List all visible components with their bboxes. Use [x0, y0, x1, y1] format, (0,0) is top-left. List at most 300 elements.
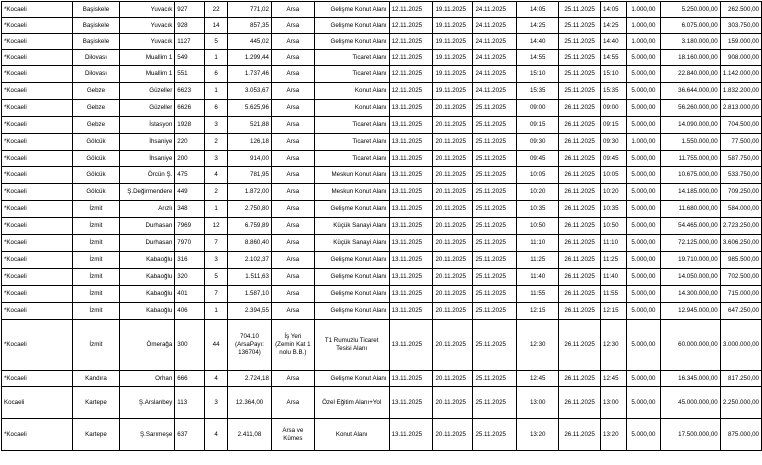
cell-area: 1.299,44 — [228, 50, 272, 66]
cell-announcement-date: 13.11.2025 — [389, 201, 433, 218]
cell-auction-time: 14:40 — [601, 34, 627, 50]
cell-property-type: Arsa — [271, 117, 314, 134]
cell-auction-time: 14:05 — [601, 2, 627, 18]
cell-zoning: Gelişme Konut Alanı — [314, 2, 389, 18]
cell-application-time: 10:20 — [517, 184, 559, 201]
table-row — [2, 387, 762, 419]
cell-application-end: 25.11.2025 — [473, 320, 517, 371]
table-row — [2, 34, 762, 50]
cell-announcement-date: 13.11.2025 — [389, 235, 433, 252]
cell-province: *Kocaeli — [2, 151, 73, 167]
cell-auction-date: 25.11.2025 — [559, 83, 601, 100]
cell-province: *Kocaeli — [2, 2, 73, 18]
cell-neighborhood: Kabaoğlu — [120, 252, 175, 269]
cell-estimated-value: 12.945.000,00 — [660, 303, 720, 320]
cell-neighborhood: Kabaoğlu — [120, 303, 175, 320]
property-auction-table — [1, 1, 762, 451]
cell-auction-date: 26.11.2025 — [559, 419, 601, 451]
cell-application-start: 20.11.2025 — [433, 151, 473, 167]
cell-fee: 5.000,00 — [626, 320, 660, 371]
cell-application-end: 25.11.2025 — [473, 151, 517, 167]
cell-area: 521,88 — [228, 117, 272, 134]
cell-application-time: 11:10 — [517, 235, 559, 252]
cell-application-time: 13:20 — [517, 419, 559, 451]
cell-announcement-date: 12.11.2025 — [389, 34, 433, 50]
cell-zoning: Gelişme Konut Alanı — [314, 269, 389, 286]
cell-deposit: 3.606.250,00 — [720, 235, 761, 252]
cell-area: 857,35 — [228, 18, 272, 34]
cell-auction-date: 25.11.2025 — [559, 18, 601, 34]
cell-auction-time: 15:35 — [601, 83, 627, 100]
cell-deposit: 2.813.000,00 — [720, 100, 761, 117]
cell-application-start: 20.11.2025 — [433, 235, 473, 252]
cell-application-start: 20.11.2025 — [433, 167, 473, 184]
table-row — [2, 50, 762, 66]
cell-fee: 5.000,00 — [626, 151, 660, 167]
table-row — [2, 134, 762, 151]
cell-neighborhood: Kabaoğlu — [120, 269, 175, 286]
cell-neighborhood: Orhan — [120, 371, 175, 387]
cell-area: 2.750,80 — [228, 201, 272, 218]
cell-province: *Kocaeli — [2, 286, 73, 303]
cell-deposit: 715.000,00 — [720, 286, 761, 303]
cell-auction-time: 10:35 — [601, 201, 627, 218]
cell-neighborhood: Muallim 1 — [120, 66, 175, 83]
cell-announcement-date: 13.11.2025 — [389, 320, 433, 371]
cell-block-no: 6623 — [175, 83, 205, 100]
cell-announcement-date: 13.11.2025 — [389, 184, 433, 201]
cell-area: 704.10 (ArsaPayı: 136704) — [228, 320, 272, 371]
cell-fee: 5.000,00 — [626, 201, 660, 218]
cell-auction-date: 25.11.2025 — [559, 34, 601, 50]
cell-province: *Kocaeli — [2, 117, 73, 134]
cell-announcement-date: 13.11.2025 — [389, 100, 433, 117]
cell-area: 914,00 — [228, 151, 272, 167]
cell-province: *Kocaeli — [2, 167, 73, 184]
cell-parcel-no: 1 — [205, 303, 228, 320]
cell-area: 1.511,63 — [228, 269, 272, 286]
cell-zoning: Ticaret Alanı — [314, 151, 389, 167]
cell-estimated-value: 14.300.000,00 — [660, 286, 720, 303]
cell-district: Gölcük — [72, 151, 120, 167]
cell-auction-time: 11:10 — [601, 235, 627, 252]
cell-deposit: 1.142.000,00 — [720, 66, 761, 83]
cell-district: Kartepe — [72, 419, 120, 451]
cell-announcement-date: 13.11.2025 — [389, 387, 433, 419]
table-row — [2, 201, 762, 218]
cell-deposit: 2.723.250,00 — [720, 218, 761, 235]
cell-deposit: 709.250,00 — [720, 184, 761, 201]
cell-district: Başiskele — [72, 18, 120, 34]
cell-application-time: 12:30 — [517, 320, 559, 371]
cell-block-no: 7969 — [175, 218, 205, 235]
cell-fee: 5.000,00 — [626, 83, 660, 100]
cell-application-start: 19.11.2025 — [433, 50, 473, 66]
cell-fee: 5.000,00 — [626, 218, 660, 235]
cell-estimated-value: 11.680.000,00 — [660, 201, 720, 218]
cell-application-start: 20.11.2025 — [433, 201, 473, 218]
cell-announcement-date: 13.11.2025 — [389, 303, 433, 320]
cell-deposit: 587.750,00 — [720, 151, 761, 167]
cell-estimated-value: 5.250.000,00 — [660, 2, 720, 18]
cell-application-end: 25.11.2025 — [473, 371, 517, 387]
cell-estimated-value: 16.345.000,00 — [660, 371, 720, 387]
cell-area: 445,02 — [228, 34, 272, 50]
cell-announcement-date: 12.11.2025 — [389, 83, 433, 100]
cell-province: *Kocaeli — [2, 252, 73, 269]
cell-neighborhood: Durhasan — [120, 235, 175, 252]
cell-district: Başiskele — [72, 34, 120, 50]
cell-fee: 5.000,00 — [626, 100, 660, 117]
cell-zoning: Ticaret Alanı — [314, 66, 389, 83]
cell-parcel-no: 1 — [205, 83, 228, 100]
cell-parcel-no: 3 — [205, 117, 228, 134]
cell-auction-date: 25.11.2025 — [559, 50, 601, 66]
cell-area: 1.737,46 — [228, 66, 272, 83]
cell-auction-date: 26.11.2025 — [559, 134, 601, 151]
cell-neighborhood: İstasyon — [120, 117, 175, 134]
cell-estimated-value: 17.500.000,00 — [660, 419, 720, 451]
cell-parcel-no: 44 — [205, 320, 228, 371]
cell-auction-date: 26.11.2025 — [559, 286, 601, 303]
cell-deposit: 908.000,00 — [720, 50, 761, 66]
cell-neighborhood: Muallim 1 — [120, 50, 175, 66]
cell-fee: 5.000,00 — [626, 252, 660, 269]
cell-announcement-date: 12.11.2025 — [389, 66, 433, 83]
table-row — [2, 117, 762, 134]
cell-property-type: Arsa — [271, 66, 314, 83]
cell-application-start: 20.11.2025 — [433, 117, 473, 134]
cell-application-time: 14:25 — [517, 18, 559, 34]
cell-auction-time: 14:25 — [601, 18, 627, 34]
cell-auction-time: 13:00 — [601, 387, 627, 419]
cell-block-no: 7970 — [175, 235, 205, 252]
cell-application-time: 11:25 — [517, 252, 559, 269]
cell-estimated-value: 22.840.000,00 — [660, 66, 720, 83]
cell-application-start: 19.11.2025 — [433, 34, 473, 50]
cell-fee: 5.000,00 — [626, 303, 660, 320]
cell-estimated-value: 56.260.000,00 — [660, 100, 720, 117]
cell-estimated-value: 54.465.000,00 — [660, 218, 720, 235]
cell-fee: 1.000,00 — [626, 2, 660, 18]
cell-auction-date: 26.11.2025 — [559, 218, 601, 235]
cell-neighborhood: Yuvacık — [120, 18, 175, 34]
cell-block-no: 348 — [175, 201, 205, 218]
cell-district: Gebze — [72, 117, 120, 134]
cell-auction-date: 26.11.2025 — [559, 201, 601, 218]
cell-auction-time: 13:20 — [601, 419, 627, 451]
table-row — [2, 2, 762, 18]
cell-province: *Kocaeli — [2, 18, 73, 34]
cell-block-no: 316 — [175, 252, 205, 269]
cell-neighborhood: Ş.Değirmendere — [120, 184, 175, 201]
cell-neighborhood: Ş.Arslanbey — [120, 387, 175, 419]
cell-parcel-no: 1 — [205, 201, 228, 218]
cell-deposit: 77.500,00 — [720, 134, 761, 151]
cell-auction-time: 10:50 — [601, 218, 627, 235]
cell-deposit: 647.250,00 — [720, 303, 761, 320]
cell-auction-date: 26.11.2025 — [559, 320, 601, 371]
cell-area: 1.872,00 — [228, 184, 272, 201]
cell-property-type: Arsa — [271, 2, 314, 18]
cell-estimated-value: 1.550.000,00 — [660, 134, 720, 151]
cell-property-type: Arsa — [271, 303, 314, 320]
cell-province: *Kocaeli — [2, 134, 73, 151]
cell-property-type: Arsa ve Kümes — [271, 419, 314, 451]
cell-fee: 1.000,00 — [626, 34, 660, 50]
cell-announcement-date: 13.11.2025 — [389, 419, 433, 451]
cell-district: Gebze — [72, 83, 120, 100]
cell-area: 3.053,67 — [228, 83, 272, 100]
cell-estimated-value: 6.075.000,00 — [660, 18, 720, 34]
cell-fee: 5.000,00 — [626, 184, 660, 201]
cell-parcel-no: 4 — [205, 371, 228, 387]
cell-application-start: 20.11.2025 — [433, 134, 473, 151]
cell-application-start: 19.11.2025 — [433, 66, 473, 83]
cell-zoning: Ticaret Alanı — [314, 117, 389, 134]
cell-zoning: Konut Alanı — [314, 83, 389, 100]
cell-neighborhood: İhsaniye — [120, 134, 175, 151]
cell-application-time: 11:40 — [517, 269, 559, 286]
cell-province: *Kocaeli — [2, 269, 73, 286]
cell-province: *Kocaeli — [2, 50, 73, 66]
cell-fee: 5.000,00 — [626, 387, 660, 419]
cell-application-time: 10:35 — [517, 201, 559, 218]
cell-neighborhood: Durhasan — [120, 218, 175, 235]
cell-application-end: 24.11.2025 — [473, 50, 517, 66]
cell-property-type: Arsa — [271, 252, 314, 269]
cell-application-time: 14:55 — [517, 50, 559, 66]
table-row — [2, 167, 762, 184]
cell-parcel-no: 22 — [205, 2, 228, 18]
cell-area: 8.860,40 — [228, 235, 272, 252]
cell-block-no: 637 — [175, 419, 205, 451]
cell-announcement-date: 13.11.2025 — [389, 117, 433, 134]
cell-application-end: 25.11.2025 — [473, 303, 517, 320]
cell-estimated-value: 10.675.000,00 — [660, 167, 720, 184]
cell-application-end: 25.11.2025 — [473, 134, 517, 151]
cell-fee: 5.000,00 — [626, 235, 660, 252]
cell-parcel-no: 2 — [205, 184, 228, 201]
cell-zoning: Gelişme Konut Alanı — [314, 18, 389, 34]
cell-area: 771,02 — [228, 2, 272, 18]
cell-neighborhood: Yuvacık — [120, 34, 175, 50]
cell-auction-time: 12:30 — [601, 320, 627, 371]
cell-application-time: 10:50 — [517, 218, 559, 235]
cell-area: 5.625,96 — [228, 100, 272, 117]
cell-property-type: Arsa — [271, 34, 314, 50]
cell-neighborhood: Arızlı — [120, 201, 175, 218]
cell-application-time: 09:15 — [517, 117, 559, 134]
cell-fee: 5.000,00 — [626, 50, 660, 66]
cell-district: İzmit — [72, 218, 120, 235]
cell-neighborhood: Kabaoğlu — [120, 286, 175, 303]
cell-fee: 5.000,00 — [626, 167, 660, 184]
cell-zoning: Ticaret Alanı — [314, 50, 389, 66]
cell-fee: 5.000,00 — [626, 419, 660, 451]
cell-application-start: 20.11.2025 — [433, 419, 473, 451]
cell-auction-date: 26.11.2025 — [559, 117, 601, 134]
cell-property-type: Arsa — [271, 235, 314, 252]
cell-auction-time: 10:05 — [601, 167, 627, 184]
cell-zoning: Gelişme Konut Alanı — [314, 303, 389, 320]
cell-parcel-no: 14 — [205, 18, 228, 34]
cell-auction-date: 26.11.2025 — [559, 252, 601, 269]
cell-zoning: Küçük Sanayi Alanı — [314, 235, 389, 252]
cell-area: 6.759,89 — [228, 218, 272, 235]
table-row — [2, 218, 762, 235]
cell-zoning: Gelişme Konut Alanı — [314, 34, 389, 50]
cell-announcement-date: 13.11.2025 — [389, 134, 433, 151]
cell-application-end: 24.11.2025 — [473, 18, 517, 34]
cell-auction-time: 12:15 — [601, 303, 627, 320]
cell-application-time: 11:55 — [517, 286, 559, 303]
cell-application-end: 25.11.2025 — [473, 235, 517, 252]
cell-application-end: 25.11.2025 — [473, 286, 517, 303]
cell-block-no: 406 — [175, 303, 205, 320]
cell-parcel-no: 12 — [205, 218, 228, 235]
cell-district: İzmit — [72, 320, 120, 371]
cell-application-end: 25.11.2025 — [473, 201, 517, 218]
cell-zoning: Küçük Sanayi Alanı — [314, 218, 389, 235]
cell-estimated-value: 72.125.000,00 — [660, 235, 720, 252]
cell-auction-time: 11:40 — [601, 269, 627, 286]
cell-block-no: 401 — [175, 286, 205, 303]
cell-auction-time: 09:45 — [601, 151, 627, 167]
cell-zoning: Gelişme Konut Alanı — [314, 201, 389, 218]
cell-property-type: Arsa — [271, 100, 314, 117]
cell-property-type: Arsa — [271, 134, 314, 151]
cell-block-no: 549 — [175, 50, 205, 66]
cell-estimated-value: 3.180.000,00 — [660, 34, 720, 50]
cell-district: İzmit — [72, 303, 120, 320]
cell-parcel-no: 3 — [205, 252, 228, 269]
cell-parcel-no: 7 — [205, 286, 228, 303]
cell-auction-time: 09:15 — [601, 117, 627, 134]
cell-area: 126,18 — [228, 134, 272, 151]
cell-province: *Kocaeli — [2, 371, 73, 387]
table-row — [2, 235, 762, 252]
cell-application-start: 20.11.2025 — [433, 184, 473, 201]
cell-estimated-value: 11.755.000,00 — [660, 151, 720, 167]
cell-district: Gölcük — [72, 184, 120, 201]
cell-fee: 1.000,00 — [626, 18, 660, 34]
cell-block-no: 928 — [175, 18, 205, 34]
cell-auction-date: 26.11.2025 — [559, 269, 601, 286]
cell-estimated-value: 36.644.000,00 — [660, 83, 720, 100]
cell-estimated-value: 18.160.000,00 — [660, 50, 720, 66]
cell-auction-date: 26.11.2025 — [559, 303, 601, 320]
cell-neighborhood: Güzeller — [120, 100, 175, 117]
cell-province: *Kocaeli — [2, 100, 73, 117]
cell-parcel-no: 6 — [205, 100, 228, 117]
table-row — [2, 100, 762, 117]
cell-deposit: 985.500,00 — [720, 252, 761, 269]
cell-block-no: 220 — [175, 134, 205, 151]
cell-property-type: Arsa — [271, 18, 314, 34]
cell-province: *Kocaeli — [2, 419, 73, 451]
cell-deposit: 159.000,00 — [720, 34, 761, 50]
table-row — [2, 371, 762, 387]
cell-announcement-date: 12.11.2025 — [389, 18, 433, 34]
cell-deposit: 303.750,00 — [720, 18, 761, 34]
cell-zoning: Konut Alanı — [314, 100, 389, 117]
cell-estimated-value: 45.000.000,00 — [660, 387, 720, 419]
cell-block-no: 6626 — [175, 100, 205, 117]
cell-auction-date: 26.11.2025 — [559, 167, 601, 184]
cell-announcement-date: 13.11.2025 — [389, 252, 433, 269]
cell-application-end: 25.11.2025 — [473, 269, 517, 286]
cell-auction-time: 09:30 — [601, 134, 627, 151]
cell-parcel-no: 1 — [205, 50, 228, 66]
cell-application-end: 25.11.2025 — [473, 252, 517, 269]
cell-announcement-date: 12.11.2025 — [389, 50, 433, 66]
table-row — [2, 83, 762, 100]
cell-parcel-no: 7 — [205, 235, 228, 252]
table-row — [2, 252, 762, 269]
cell-announcement-date: 13.11.2025 — [389, 371, 433, 387]
cell-auction-date: 26.11.2025 — [559, 371, 601, 387]
cell-province: *Kocaeli — [2, 66, 73, 83]
cell-application-end: 25.11.2025 — [473, 419, 517, 451]
cell-application-time: 14:40 — [517, 34, 559, 50]
table-row — [2, 320, 762, 371]
cell-auction-date: 25.11.2025 — [559, 2, 601, 18]
cell-parcel-no: 5 — [205, 269, 228, 286]
cell-district: İzmit — [72, 252, 120, 269]
cell-province: *Kocaeli — [2, 201, 73, 218]
cell-auction-time: 11:55 — [601, 286, 627, 303]
cell-province: *Kocaeli — [2, 218, 73, 235]
cell-province: *Kocaeli — [2, 320, 73, 371]
cell-auction-date: 26.11.2025 — [559, 151, 601, 167]
cell-province: *Kocaeli — [2, 34, 73, 50]
cell-property-type: Arsa — [271, 218, 314, 235]
cell-deposit: 875.000,00 — [720, 419, 761, 451]
cell-zoning: Özel Eğitim Alanı+Yol — [314, 387, 389, 419]
cell-auction-time: 10:20 — [601, 184, 627, 201]
table-row — [2, 184, 762, 201]
cell-district: İzmit — [72, 286, 120, 303]
cell-neighborhood: Ömerağa — [120, 320, 175, 371]
cell-application-time: 14:05 — [517, 2, 559, 18]
cell-deposit: 817.250,00 — [720, 371, 761, 387]
cell-fee: 5.000,00 — [626, 117, 660, 134]
cell-district: Gebze — [72, 100, 120, 117]
cell-parcel-no: 3 — [205, 151, 228, 167]
cell-zoning: Gelişme Konut Alanı — [314, 286, 389, 303]
cell-block-no: 449 — [175, 184, 205, 201]
cell-application-time: 09:30 — [517, 134, 559, 151]
cell-province: *Kocaeli — [2, 235, 73, 252]
cell-auction-time: 14:55 — [601, 50, 627, 66]
cell-fee: 5.000,00 — [626, 269, 660, 286]
cell-block-no: 300 — [175, 320, 205, 371]
cell-parcel-no: 4 — [205, 419, 228, 451]
cell-deposit: 3.000.000,00 — [720, 320, 761, 371]
cell-auction-date: 26.11.2025 — [559, 184, 601, 201]
cell-deposit: 702.500,00 — [720, 269, 761, 286]
cell-property-type: Arsa — [271, 50, 314, 66]
cell-province: *Kocaeli — [2, 184, 73, 201]
cell-district: Kandıra — [72, 371, 120, 387]
cell-application-end: 25.11.2025 — [473, 167, 517, 184]
cell-parcel-no: 4 — [205, 167, 228, 184]
cell-property-type: Arsa — [271, 184, 314, 201]
table-row — [2, 151, 762, 167]
cell-district: İzmit — [72, 269, 120, 286]
cell-auction-time: 09:00 — [601, 100, 627, 117]
